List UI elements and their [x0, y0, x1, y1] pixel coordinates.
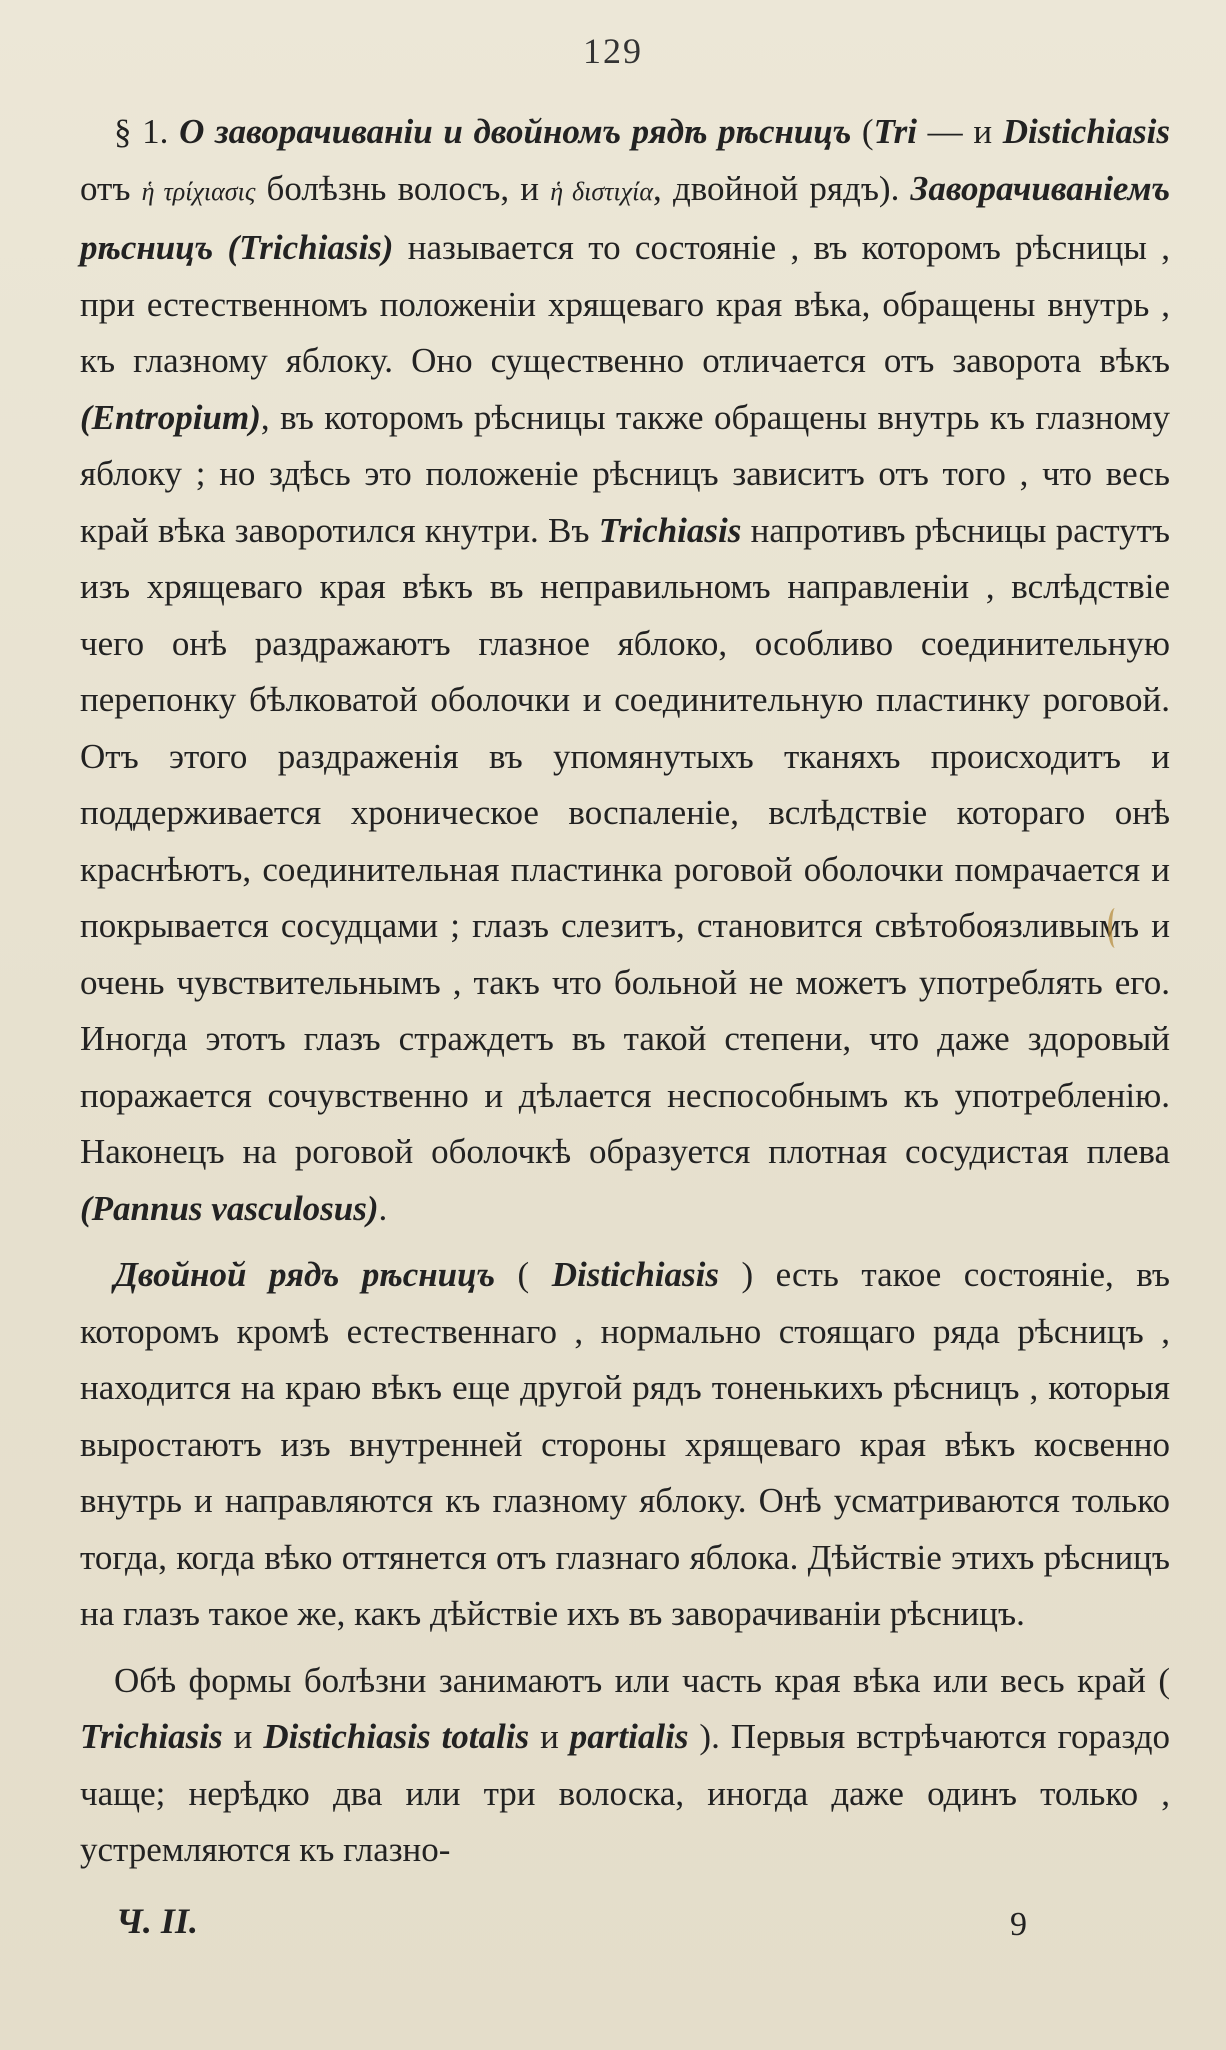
text-segment: ( [851, 112, 874, 151]
text-segment: называется то состояніе , въ которомъ рѣсницы , при естественномъ положеніи хрящеваго края вѣка, обращены внутрь , къ глазному яблоку. Оно существенно отличается отъ заворота вѣкъ [80, 228, 1170, 380]
signature-mark: Ч. II. [116, 1901, 198, 1941]
text-segment: Distichiasis [1002, 112, 1170, 151]
paragraph-distichiasis [80, 1247, 1170, 1643]
text-segment: ( [495, 1255, 552, 1294]
text-segment: Distichiasis [551, 1255, 719, 1294]
text-segment: (Entropium) [80, 397, 261, 437]
text-segment: Trichiasis [80, 1717, 223, 1756]
text-segment: напротивъ рѣсницы растутъ изъ хрящеваго края вѣкъ въ неправильномъ направленіи , вслѣдствіе чего онѣ раздражаютъ глазное яблоко, особливо соединительную перепонку бѣлковатой оболочки и соединительную пластинку роговой. Отъ этого раздраженія въ упомянутыхъ тканяхъ происходитъ и поддерживается хроническое воспаленіе, вслѣдствіе котораго онѣ краснѣютъ, соединительная пластинка роговой оболочки помрачается и покрывается сосудцами ; глазъ слезитъ, становится свѣтобоязливымъ и очень чувствительнымъ , такъ что больной не можетъ употреблять его. Иногда этотъ глазъ страждетъ въ такой степени, что даже здоровый поражается сочувственно и дѣлается неспособнымъ къ употребленію. Наконецъ на роговой оболочкѣ образуется плотная сосудистая плева [80, 510, 1170, 1171]
text-segment: partialis [569, 1717, 689, 1756]
page-number: 129 [583, 31, 643, 71]
text-segment: ἡ διστιχία [550, 176, 654, 206]
text-segment: Trichiasis [598, 510, 742, 550]
text-segment: болѣзнь волосъ, и [255, 168, 551, 208]
text-segment: . [378, 1188, 388, 1228]
text-segment: отъ [80, 168, 142, 208]
paragraph-forms [80, 1653, 1170, 1879]
text-segment: ) есть такое состояніе, въ которомъ кромѣ естественнаго , нормально стоящаго ряда рѣсницъ , находится на краю вѣкъ еще другой рядъ тоненькихъ рѣсницъ , которыя выростаютъ изъ внутренней стороны хрящеваго края вѣкъ косвенно внутрь и направляются къ глазному яблоку. Онѣ усматриваются только тогда, когда вѣко оттянется отъ глазнаго яблока. Дѣйствіе этихъ рѣсницъ на глазъ такое же, какъ дѣйствіе ихъ въ заворачиваніи рѣсницъ. [80, 1255, 1171, 1633]
text-segment: Distichiasis totalis [263, 1717, 530, 1756]
text-segment: (Pannus vasculosus) [80, 1188, 379, 1228]
text-segment: § 1. [114, 112, 180, 151]
text-segment: Заворачиваніемъ рѣсницъ (Trichiasis) [80, 168, 1171, 267]
text-segment: и [529, 1717, 570, 1756]
text-segment: Обѣ формы болѣзни занимаютъ или часть края вѣка или весь край ( [114, 1660, 1170, 1700]
text-segment: , въ которомъ рѣсницы также обращены внутрь къ глазному яблоку ; но здѣсь это положеніе рѣсницъ зависитъ отъ того , что весь край вѣка заворотился кнутри. Въ [80, 397, 1170, 550]
margin-ink-mark [1108, 908, 1122, 948]
paragraph-trichiasis [80, 104, 1170, 1237]
body-text [80, 104, 1170, 1879]
text-segment: ). Первыя встрѣчаются гораздо чаще; нерѣдко два или три волоска, иногда даже одинъ только , устремляются къ глазно- [80, 1717, 1171, 1869]
text-segment: ἡ τρίχιασις [141, 176, 256, 206]
text-segment: Двойной рядъ рѣсницъ [114, 1255, 496, 1294]
text-segment: — и [917, 112, 1003, 151]
text-segment: О заворачиваніи и двойномъ рядѣ рѣсницъ [179, 112, 852, 151]
text-segment: и [222, 1717, 264, 1756]
text-segment: Tri [873, 112, 918, 151]
sheet-number: 9 [1010, 1906, 1027, 1943]
text-segment: , двойной рядъ). [653, 168, 911, 208]
